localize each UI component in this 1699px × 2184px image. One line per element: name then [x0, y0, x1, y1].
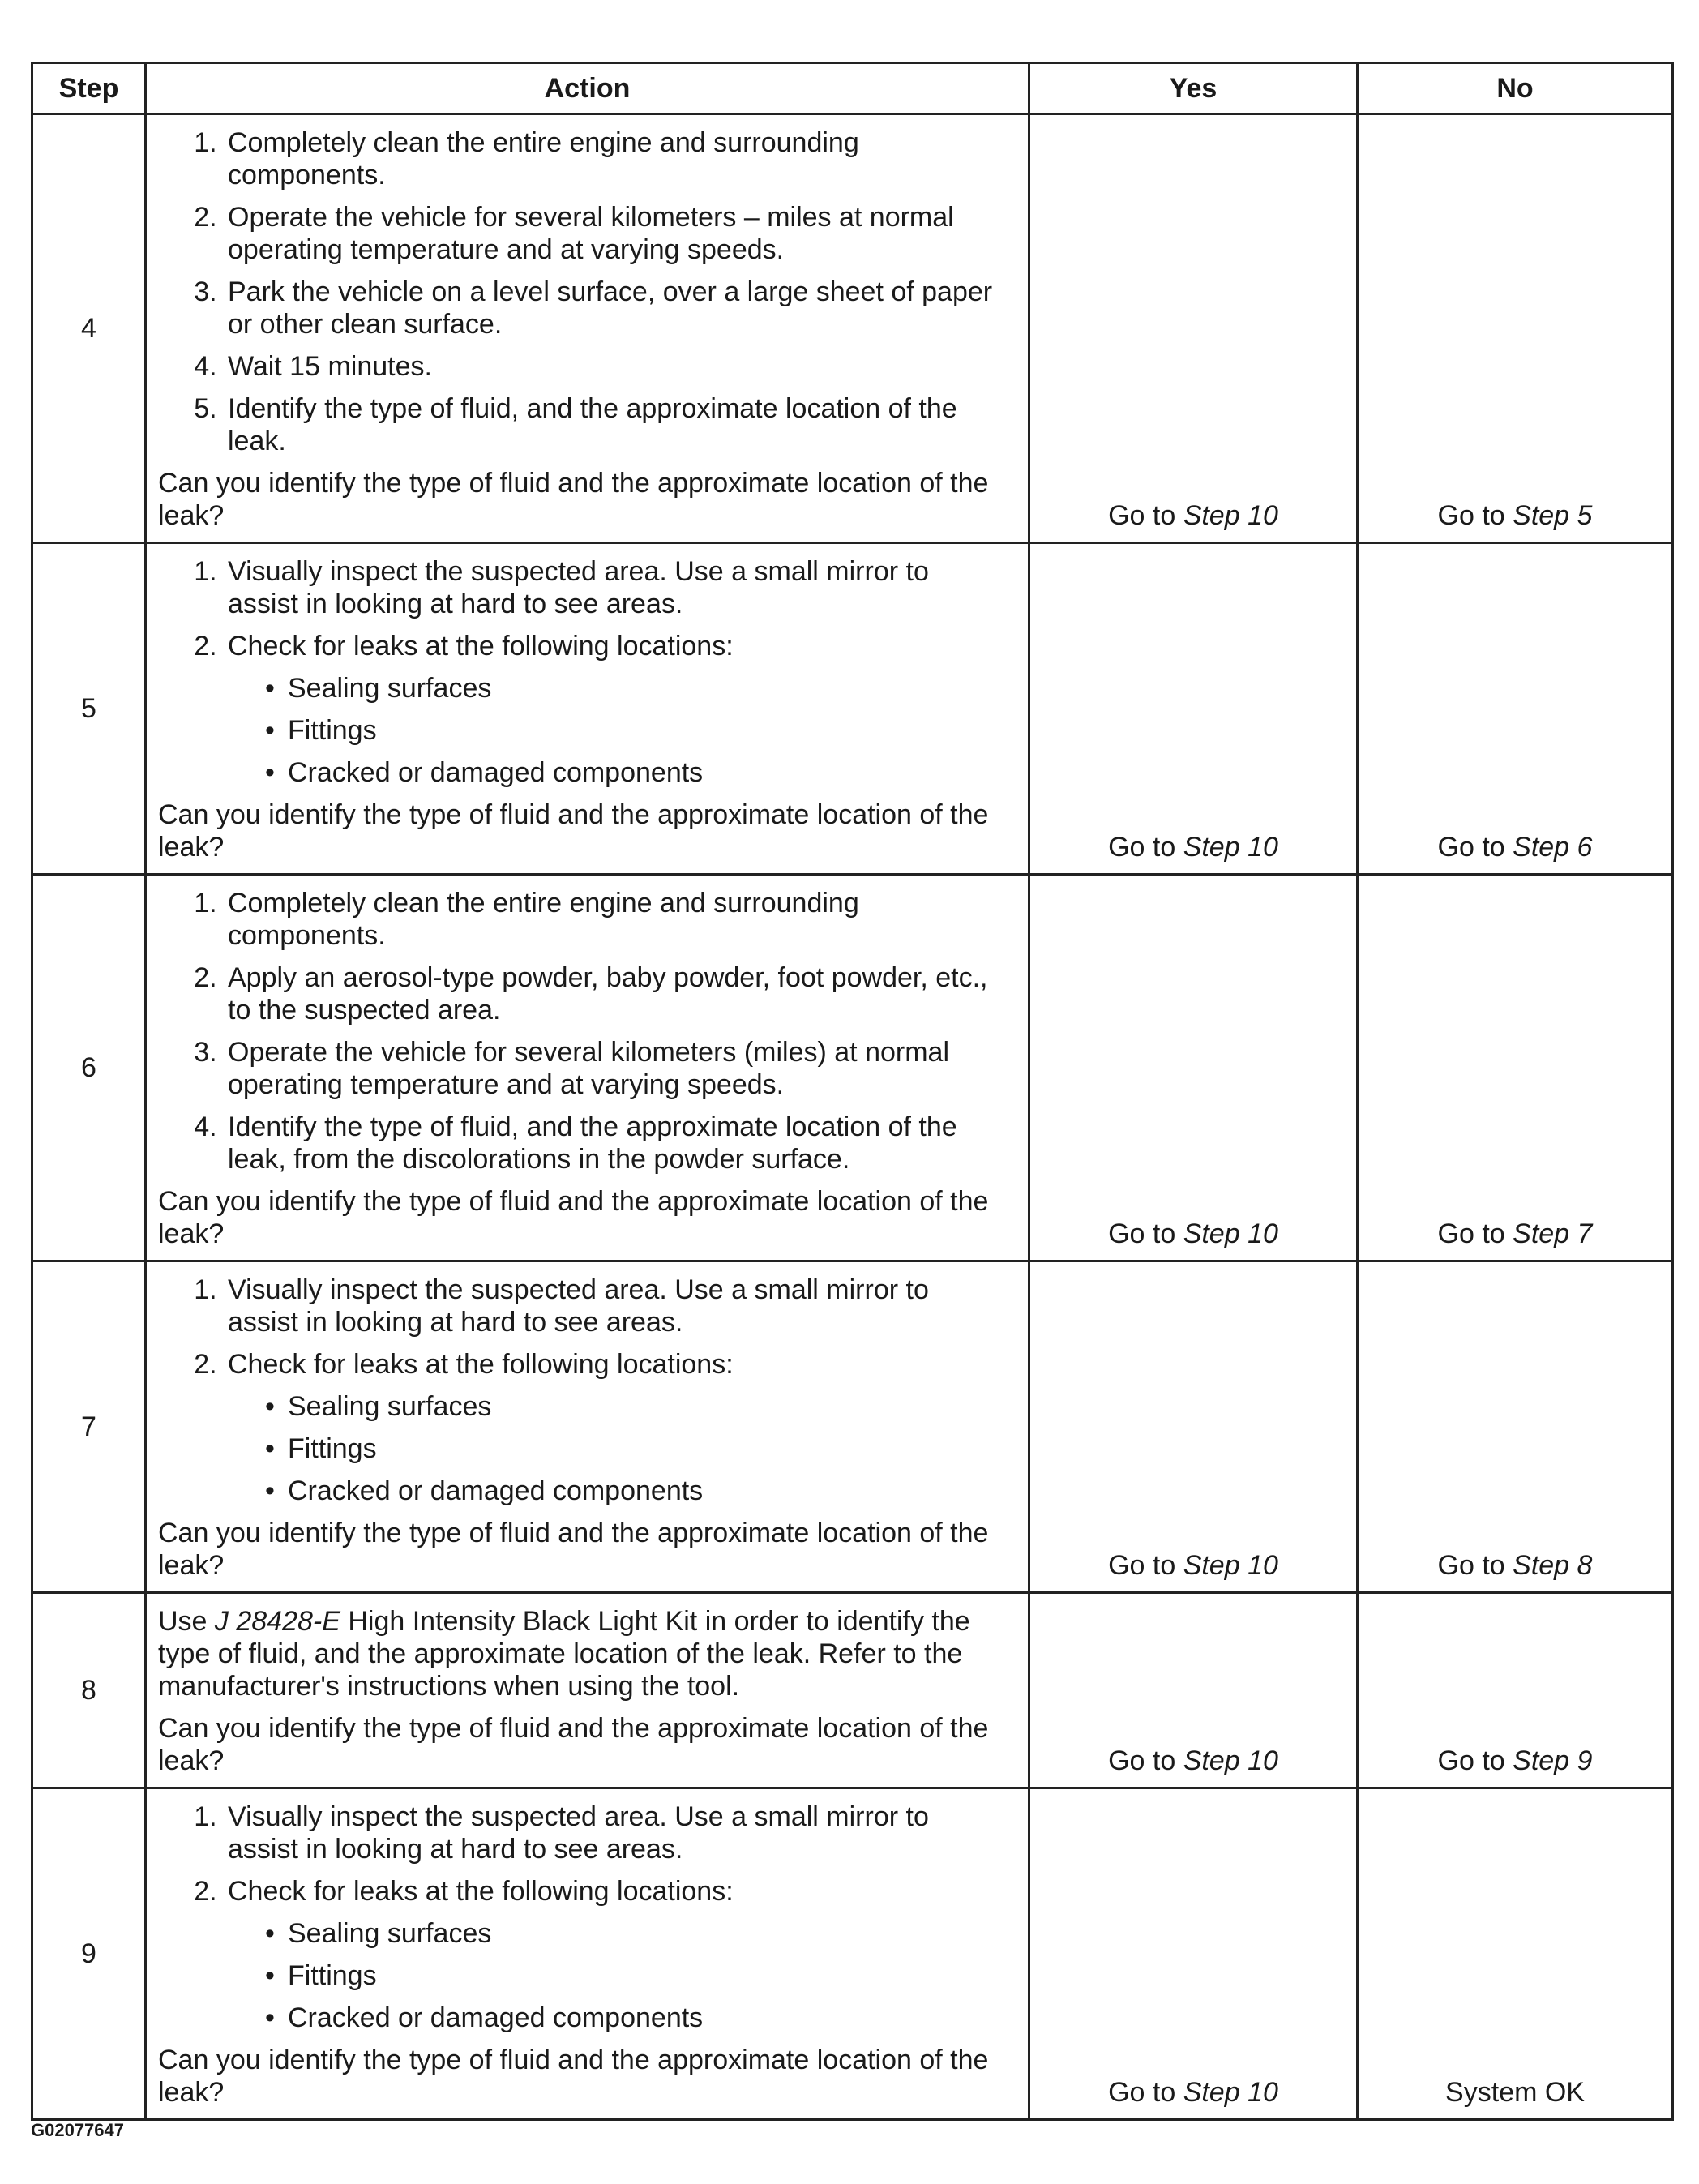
header-no: No	[1358, 63, 1673, 114]
no-cell	[1358, 1788, 1673, 2120]
yes-cell	[1029, 875, 1358, 1261]
figure-id: G02077647	[31, 2120, 124, 2140]
action-step: 3. Operate the vehicle for several kilometers (miles) at normal operating temperature and at varying speeds.	[225, 1036, 1005, 1101]
action-step: 5. Identify the type of fluid, and the approximate location of the leak.	[225, 392, 1005, 457]
yes-step-link: Step 10	[1183, 2077, 1278, 2108]
action-question: Can you identify the type of fluid and the approximate location of the leak?	[158, 1186, 989, 1249]
action-cell	[146, 543, 1029, 875]
yes-cell	[1029, 1593, 1358, 1788]
action-step: 1. Visually inspect the suspected area. Use a small mirror to assist in looking at hard to see areas.	[225, 555, 1005, 620]
action-steps-list	[158, 555, 1005, 789]
no-cell	[1358, 114, 1673, 543]
no-result-text: System OK	[1445, 2077, 1585, 2108]
action-steps-list	[158, 126, 1005, 457]
instruction-text: High Intensity Black Light Kit in order to identify the type of fluid, and the approximate location of the leak. Refer to the manufacturer's instructions when using the tool.	[158, 1606, 970, 1702]
header-action: Action	[146, 63, 1029, 114]
step-number: 8	[32, 1593, 146, 1788]
no-step-link: Step 6	[1513, 832, 1593, 863]
no-prefix: Go to	[1437, 500, 1513, 531]
location-list	[228, 1390, 1005, 1507]
no-prefix: Go to	[1437, 1550, 1513, 1581]
action-step-text: Check for leaks at the following locations:	[228, 631, 734, 662]
action-step	[225, 1875, 1005, 2034]
no-prefix: Go to	[1437, 1218, 1513, 1249]
action-steps-list	[158, 887, 1005, 1176]
table-row	[32, 1788, 1673, 2120]
table-header-row	[32, 63, 1673, 114]
table-row	[32, 875, 1673, 1261]
action-cell	[146, 114, 1029, 543]
tool-number: J 28428-E	[214, 1606, 340, 1637]
action-step: 1. Completely clean the entire engine and surrounding components.	[225, 126, 1005, 191]
location-item: • Sealing surfaces	[265, 1917, 1005, 1950]
yes-step-link: Step 10	[1183, 1745, 1278, 1776]
yes-cell	[1029, 1261, 1358, 1593]
table-row	[32, 1261, 1673, 1593]
table-row	[32, 114, 1673, 543]
yes-cell	[1029, 543, 1358, 875]
location-item: • Cracked or damaged components	[265, 1475, 1005, 1507]
location-item: • Fittings	[265, 714, 1005, 747]
action-step: 4. Wait 15 minutes.	[225, 350, 1005, 383]
action-instruction	[158, 1605, 1005, 1702]
yes-prefix: Go to	[1108, 832, 1183, 863]
action-cell	[146, 1593, 1029, 1788]
action-question: Can you identify the type of fluid and the approximate location of the leak?	[158, 1713, 989, 1776]
no-cell	[1358, 875, 1673, 1261]
action-step: 1. Completely clean the entire engine and surrounding components.	[225, 887, 1005, 952]
action-step: 2. Apply an aerosol-type powder, baby powder, foot powder, etc., to the suspected area.	[225, 961, 1005, 1026]
action-question: Can you identify the type of fluid and the approximate location of the leak?	[158, 2045, 989, 2108]
action-step: 3. Park the vehicle on a level surface, over a large sheet of paper or other clean surface.	[225, 276, 1005, 340]
action-step: 4. Identify the type of fluid, and the approximate location of the leak, from the discolorations in the powder surface.	[225, 1111, 1005, 1176]
yes-cell	[1029, 1788, 1358, 2120]
no-cell	[1358, 1593, 1673, 1788]
no-step-link: Step 5	[1513, 500, 1593, 531]
no-cell	[1358, 1261, 1673, 1593]
action-step: 1. Visually inspect the suspected area. Use a small mirror to assist in looking at hard to see areas.	[225, 1274, 1005, 1338]
yes-step-link: Step 10	[1183, 1550, 1278, 1581]
action-step: 1. Visually inspect the suspected area. Use a small mirror to assist in looking at hard to see areas.	[225, 1801, 1005, 1865]
location-list	[228, 1917, 1005, 2034]
location-item: • Fittings	[265, 1432, 1005, 1465]
action-cell	[146, 875, 1029, 1261]
no-prefix: Go to	[1437, 832, 1513, 863]
step-number: 7	[32, 1261, 146, 1593]
action-cell	[146, 1788, 1029, 2120]
yes-prefix: Go to	[1108, 1218, 1183, 1249]
no-prefix: Go to	[1437, 1745, 1513, 1776]
action-steps-list	[158, 1274, 1005, 1507]
yes-prefix: Go to	[1108, 1745, 1183, 1776]
yes-cell	[1029, 114, 1358, 543]
action-cell	[146, 1261, 1029, 1593]
action-step	[225, 1348, 1005, 1507]
yes-step-link: Step 10	[1183, 832, 1278, 863]
instruction-text: Use	[158, 1606, 215, 1637]
location-list	[228, 672, 1005, 789]
header-yes: Yes	[1029, 63, 1358, 114]
no-cell	[1358, 543, 1673, 875]
diagnostic-table	[31, 62, 1674, 2121]
location-item: • Cracked or damaged components	[265, 756, 1005, 789]
step-number: 4	[32, 114, 146, 543]
action-step-text: Check for leaks at the following locations:	[228, 1876, 734, 1907]
yes-prefix: Go to	[1108, 500, 1183, 531]
table-row	[32, 1593, 1673, 1788]
action-question: Can you identify the type of fluid and the approximate location of the leak?	[158, 1518, 989, 1581]
step-number: 5	[32, 543, 146, 875]
action-step-text: Check for leaks at the following locations:	[228, 1349, 734, 1380]
header-step: Step	[32, 63, 146, 114]
step-number: 6	[32, 875, 146, 1261]
action-question: Can you identify the type of fluid and the approximate location of the leak?	[158, 799, 989, 863]
action-steps-list	[158, 1801, 1005, 2034]
no-step-link: Step 7	[1513, 1218, 1593, 1249]
location-item: • Sealing surfaces	[265, 1390, 1005, 1423]
yes-prefix: Go to	[1108, 2077, 1183, 2108]
action-question: Can you identify the type of fluid and the approximate location of the leak?	[158, 468, 989, 531]
table-row	[32, 543, 1673, 875]
no-step-link: Step 9	[1513, 1745, 1593, 1776]
step-number: 9	[32, 1788, 146, 2120]
yes-step-link: Step 10	[1183, 1218, 1278, 1249]
action-step	[225, 630, 1005, 789]
yes-prefix: Go to	[1108, 1550, 1183, 1581]
location-item: • Fittings	[265, 1959, 1005, 1992]
no-step-link: Step 8	[1513, 1550, 1593, 1581]
yes-step-link: Step 10	[1183, 500, 1278, 531]
action-step: 2. Operate the vehicle for several kilometers – miles at normal operating temperature and at varying speeds.	[225, 201, 1005, 266]
location-item: • Cracked or damaged components	[265, 2002, 1005, 2034]
location-item: • Sealing surfaces	[265, 672, 1005, 704]
